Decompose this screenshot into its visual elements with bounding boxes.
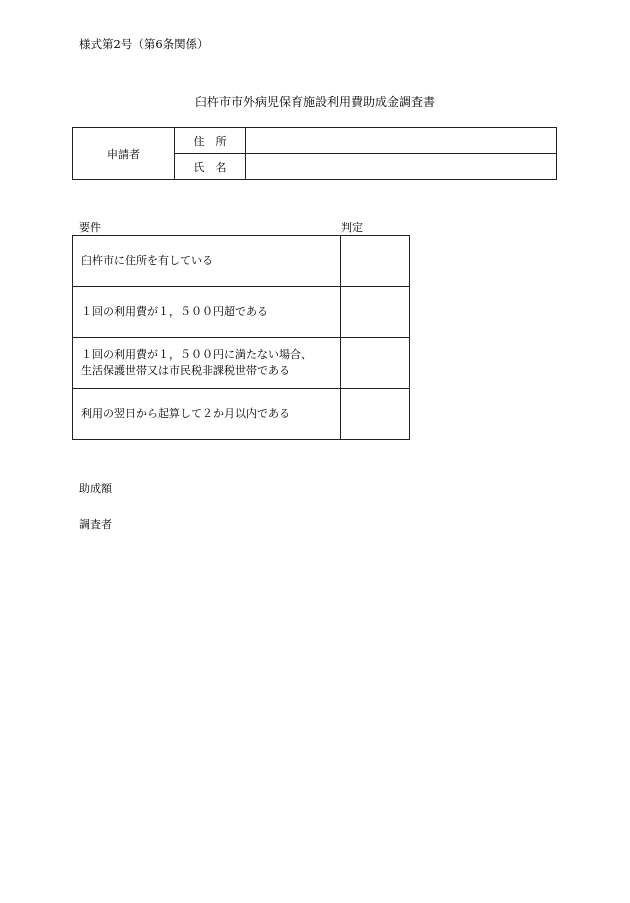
- requirement-condition: [73, 389, 341, 440]
- condition-line: １回の利用費が１，５００円超である: [81, 305, 268, 318]
- judgement-header: 判定: [341, 221, 363, 234]
- requirement-row: [73, 389, 410, 440]
- form-number: 様式第2号（第6条関係）: [79, 37, 209, 51]
- requirement-row: [73, 287, 410, 338]
- condition-line: 臼杵市に住所を有している: [81, 254, 213, 267]
- condition-line: １回の利用費が１，５００円に満たない場合、: [81, 348, 312, 361]
- requirements-header: 要件: [79, 221, 101, 234]
- condition-line: 生活保護世帯又は市民税非課税世帯である: [81, 364, 290, 377]
- judgement-cell[interactable]: [340, 236, 409, 287]
- applicant-label: 申請者: [73, 128, 175, 180]
- address-label: 住 所: [175, 128, 246, 154]
- condition-line: 利用の翌日から起算して２か月以内である: [81, 407, 290, 420]
- judgement-cell[interactable]: [340, 287, 409, 338]
- requirement-row: [73, 338, 410, 389]
- document-title: 臼杵市市外病児保育施設利用費助成金調査書: [194, 95, 435, 109]
- requirements-table: [72, 235, 410, 440]
- name-label: 氏 名: [175, 154, 246, 180]
- judgement-cell[interactable]: [340, 389, 409, 440]
- judgement-cell[interactable]: [340, 338, 409, 389]
- requirement-row: [73, 236, 410, 287]
- subsidy-amount-label: 助成額: [79, 482, 112, 495]
- applicant-table: [72, 127, 557, 180]
- address-field[interactable]: [246, 128, 557, 154]
- name-field[interactable]: [246, 154, 557, 180]
- requirement-condition: [73, 236, 341, 287]
- investigator-label: 調査者: [79, 518, 112, 531]
- requirement-condition: [73, 338, 341, 389]
- requirement-condition: [73, 287, 341, 338]
